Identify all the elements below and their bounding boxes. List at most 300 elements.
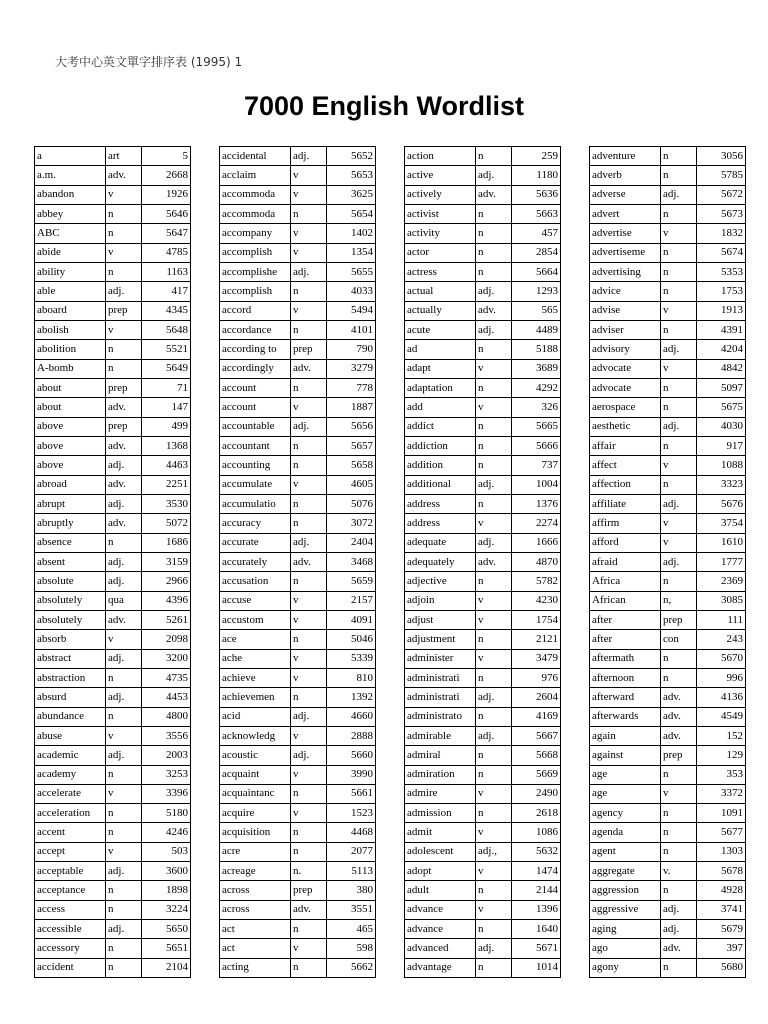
pos-cell: n [661, 378, 697, 397]
pos-cell: v [476, 649, 512, 668]
word-cell: acoustic [220, 746, 291, 765]
word-cell: age [590, 784, 661, 803]
rank-cell: 2077 [327, 842, 376, 861]
pos-cell: adj. [661, 552, 697, 571]
rank-cell: 417 [142, 282, 191, 301]
table-row [220, 436, 376, 455]
word-cell: adjoin [405, 591, 476, 610]
word-cell: adequate [405, 533, 476, 552]
word-cell: ability [35, 262, 106, 281]
rank-cell: 4870 [512, 552, 561, 571]
table-row [590, 765, 746, 784]
word-cell: advertiseme [590, 243, 661, 262]
pos-cell: adj. [661, 920, 697, 939]
table-row [35, 920, 191, 939]
pos-cell: v [106, 784, 142, 803]
table-row [220, 765, 376, 784]
pos-cell: adj. [106, 456, 142, 475]
rank-cell: 5662 [327, 958, 376, 977]
table-row [590, 514, 746, 533]
rank-cell: 1926 [142, 185, 191, 204]
pos-cell: v [476, 398, 512, 417]
word-cell: acting [220, 958, 291, 977]
rank-cell: 4453 [142, 688, 191, 707]
pos-cell: n [291, 494, 327, 513]
word-cell: accent [35, 823, 106, 842]
table-row [35, 862, 191, 881]
word-cell: ace [220, 630, 291, 649]
rank-cell: 5647 [142, 224, 191, 243]
table-row [35, 204, 191, 223]
word-cell: absolutely [35, 610, 106, 629]
pos-cell: v [291, 398, 327, 417]
table-row [35, 804, 191, 823]
rank-cell: 1004 [512, 475, 561, 494]
table-row [35, 552, 191, 571]
table-row [405, 610, 561, 629]
pos-cell: v [661, 456, 697, 475]
table-row [220, 475, 376, 494]
table-row [405, 456, 561, 475]
rank-cell: 3689 [512, 359, 561, 378]
rank-cell: 598 [327, 939, 376, 958]
pos-cell: adj. [291, 262, 327, 281]
word-cell: admire [405, 784, 476, 803]
pos-cell: n [661, 243, 697, 262]
word-cell: accomplishe [220, 262, 291, 281]
table-row [405, 262, 561, 281]
pos-cell: v [476, 862, 512, 881]
pos-cell: adj. [106, 688, 142, 707]
word-cell: afford [590, 533, 661, 552]
word-cell: a [35, 147, 106, 166]
word-cell: accept [35, 842, 106, 861]
word-cell: agony [590, 958, 661, 977]
table-row [35, 436, 191, 455]
rank-cell: 4842 [697, 359, 746, 378]
pos-cell: n [106, 707, 142, 726]
rank-cell: 996 [697, 668, 746, 687]
word-cell: acquaint [220, 765, 291, 784]
rank-cell: 3625 [327, 185, 376, 204]
word-cell: activist [405, 204, 476, 223]
word-cell: academic [35, 746, 106, 765]
word-cell: administrati [405, 668, 476, 687]
rank-cell: 5097 [697, 378, 746, 397]
table-row [590, 862, 746, 881]
rank-cell: 5 [142, 147, 191, 166]
pos-cell: n [291, 842, 327, 861]
word-cell: adequately [405, 552, 476, 571]
word-cell: accordingly [220, 359, 291, 378]
rank-cell: 111 [697, 610, 746, 629]
table-row [405, 243, 561, 262]
pos-cell: n [106, 939, 142, 958]
table-row [590, 572, 746, 591]
table-row [220, 147, 376, 166]
rank-cell: 4549 [697, 707, 746, 726]
rank-cell: 5664 [512, 262, 561, 281]
pos-cell: n [661, 320, 697, 339]
table-row [590, 185, 746, 204]
word-cell: aerospace [590, 398, 661, 417]
pos-cell: adv. [476, 185, 512, 204]
rank-cell: 5669 [512, 765, 561, 784]
rank-cell: 4800 [142, 707, 191, 726]
rank-cell: 3468 [327, 552, 376, 571]
table-row [590, 204, 746, 223]
rank-cell: 1086 [512, 823, 561, 842]
rank-cell: 380 [327, 881, 376, 900]
rank-cell: 1088 [697, 456, 746, 475]
word-cell: account [220, 398, 291, 417]
table-row [220, 378, 376, 397]
pos-cell: n [476, 224, 512, 243]
word-cell: absence [35, 533, 106, 552]
pos-cell: n [291, 630, 327, 649]
rank-cell: 2121 [512, 630, 561, 649]
rank-cell: 2157 [327, 591, 376, 610]
table-row [405, 398, 561, 417]
word-cell: agent [590, 842, 661, 861]
pos-cell: n [291, 514, 327, 533]
table-row [220, 243, 376, 262]
pos-cell: v [476, 823, 512, 842]
word-cell: accountant [220, 436, 291, 455]
table-row [220, 552, 376, 571]
pos-cell: n [106, 881, 142, 900]
word-cell: accusation [220, 572, 291, 591]
pos-cell: adj. [476, 475, 512, 494]
rank-cell: 1640 [512, 920, 561, 939]
pos-cell: n [106, 958, 142, 977]
pos-cell: n [661, 282, 697, 301]
pos-cell: n [476, 630, 512, 649]
rank-cell: 4230 [512, 591, 561, 610]
table-row [35, 514, 191, 533]
table-row [220, 166, 376, 185]
rank-cell: 1392 [327, 688, 376, 707]
rank-cell: 5785 [697, 166, 746, 185]
table-row [590, 707, 746, 726]
pos-cell: adv. [291, 900, 327, 919]
word-cell: abroad [35, 475, 106, 494]
word-cell: affect [590, 456, 661, 475]
rank-cell: 3556 [142, 726, 191, 745]
pos-cell: adj. [661, 185, 697, 204]
word-cell: aftermath [590, 649, 661, 668]
word-cell: admiration [405, 765, 476, 784]
word-cell: advice [590, 282, 661, 301]
pos-cell: v [291, 939, 327, 958]
rank-cell: 5657 [327, 436, 376, 455]
pos-cell: n [476, 958, 512, 977]
pos-cell: adj. [476, 166, 512, 185]
pos-cell: v [476, 610, 512, 629]
table-row [220, 920, 376, 939]
word-cell: accomplish [220, 243, 291, 262]
rank-cell: 2618 [512, 804, 561, 823]
word-cell: administer [405, 649, 476, 668]
table-row [590, 688, 746, 707]
pos-cell: v [106, 320, 142, 339]
pos-cell: adv. [106, 436, 142, 455]
table-row [35, 456, 191, 475]
table-row [35, 320, 191, 339]
rank-cell: 465 [327, 920, 376, 939]
word-cell: adverse [590, 185, 661, 204]
pos-cell: n [661, 804, 697, 823]
word-cell: after [590, 610, 661, 629]
word-cell: adaptation [405, 378, 476, 397]
table-row [405, 359, 561, 378]
rank-cell: 4101 [327, 320, 376, 339]
table-row [35, 823, 191, 842]
rank-cell: 5651 [142, 939, 191, 958]
word-cell: academy [35, 765, 106, 784]
table-row [405, 920, 561, 939]
rank-cell: 5076 [327, 494, 376, 513]
pos-cell: n [661, 572, 697, 591]
word-cell: act [220, 939, 291, 958]
pos-cell: adv. [476, 552, 512, 571]
pos-cell: n [106, 900, 142, 919]
word-cell: admirable [405, 726, 476, 745]
rank-cell: 5680 [697, 958, 746, 977]
pos-cell: v [661, 224, 697, 243]
word-cell: achievemen [220, 688, 291, 707]
pos-cell: n [106, 262, 142, 281]
word-cell: addict [405, 417, 476, 436]
pos-cell: v [476, 514, 512, 533]
word-cell: advance [405, 900, 476, 919]
table-row [405, 552, 561, 571]
pos-cell: v [291, 301, 327, 320]
rank-cell: 3224 [142, 900, 191, 919]
pos-cell: adv. [661, 726, 697, 745]
table-row [405, 862, 561, 881]
rank-cell: 5650 [142, 920, 191, 939]
word-cell: abandon [35, 185, 106, 204]
table-row [35, 842, 191, 861]
table-row [220, 301, 376, 320]
rank-cell: 326 [512, 398, 561, 417]
pos-cell: v [291, 726, 327, 745]
pos-cell: n [661, 262, 697, 281]
word-cell: aggregate [590, 862, 661, 881]
rank-cell: 3056 [697, 147, 746, 166]
table-row [590, 378, 746, 397]
rank-cell: 2144 [512, 881, 561, 900]
table-row [590, 804, 746, 823]
pos-cell: v [106, 726, 142, 745]
word-cell: accordance [220, 320, 291, 339]
rank-cell: 5656 [327, 417, 376, 436]
pos-cell: n [476, 746, 512, 765]
word-cell: accessory [35, 939, 106, 958]
word-cell: afterwards [590, 707, 661, 726]
rank-cell: 790 [327, 340, 376, 359]
pos-cell: v [106, 630, 142, 649]
table-row [590, 224, 746, 243]
rank-cell: 2668 [142, 166, 191, 185]
word-cell: abbey [35, 204, 106, 223]
pos-cell: n [106, 533, 142, 552]
table-row [405, 204, 561, 223]
word-cell: advanced [405, 939, 476, 958]
word-cell: ad [405, 340, 476, 359]
table-row [35, 630, 191, 649]
word-cell: acreage [220, 862, 291, 881]
word-cell: affirm [590, 514, 661, 533]
word-cell: administrato [405, 707, 476, 726]
rank-cell: 5667 [512, 726, 561, 745]
table-row [405, 436, 561, 455]
rank-cell: 5653 [327, 166, 376, 185]
word-cell: agenda [590, 823, 661, 842]
word-cell: adopt [405, 862, 476, 881]
pos-cell: adj. [476, 320, 512, 339]
word-cell: ago [590, 939, 661, 958]
pos-cell: adj. [661, 417, 697, 436]
rank-cell: 5188 [512, 340, 561, 359]
rank-cell: 3253 [142, 765, 191, 784]
table-row [220, 185, 376, 204]
table-row [405, 900, 561, 919]
table-row [405, 765, 561, 784]
word-cell: accompany [220, 224, 291, 243]
pos-cell: adv. [661, 939, 697, 958]
rank-cell: 737 [512, 456, 561, 475]
pos-cell: qua [106, 591, 142, 610]
table-row [220, 224, 376, 243]
table-row [590, 398, 746, 417]
rank-cell: 2369 [697, 572, 746, 591]
rank-cell: 5670 [697, 649, 746, 668]
rank-cell: 3551 [327, 900, 376, 919]
rank-cell: 5646 [142, 204, 191, 223]
rank-cell: 5632 [512, 842, 561, 861]
rank-cell: 147 [142, 398, 191, 417]
pos-cell: adj. [106, 552, 142, 571]
pos-cell: v [476, 900, 512, 919]
word-cell: advocate [590, 378, 661, 397]
table-row [590, 147, 746, 166]
pos-cell: n [476, 494, 512, 513]
table-row [405, 533, 561, 552]
word-cell: adjustment [405, 630, 476, 649]
pos-cell: n [661, 398, 697, 417]
rank-cell: 1402 [327, 224, 376, 243]
rank-cell: 1777 [697, 552, 746, 571]
pos-cell: v [291, 804, 327, 823]
pos-cell: prep [661, 610, 697, 629]
rank-cell: 3396 [142, 784, 191, 803]
rank-cell: 5339 [327, 649, 376, 668]
word-cell: address [405, 514, 476, 533]
word-cell: abundance [35, 707, 106, 726]
table-row [590, 552, 746, 571]
rank-cell: 3990 [327, 765, 376, 784]
rank-cell: 1832 [697, 224, 746, 243]
table-row [220, 572, 376, 591]
word-cell: accessible [35, 920, 106, 939]
word-cell: additional [405, 475, 476, 494]
rank-cell: 71 [142, 378, 191, 397]
word-cell: accidental [220, 147, 291, 166]
pos-cell: n [476, 572, 512, 591]
table-row [405, 726, 561, 745]
table-row [35, 378, 191, 397]
pos-cell: v [476, 359, 512, 378]
pos-cell: adj. [661, 494, 697, 513]
rank-cell: 4169 [512, 707, 561, 726]
table-row [405, 147, 561, 166]
table-row [35, 572, 191, 591]
rank-cell: 5676 [697, 494, 746, 513]
rank-cell: 2404 [327, 533, 376, 552]
word-cell: agency [590, 804, 661, 823]
table-row [405, 784, 561, 803]
pos-cell: adj. [291, 533, 327, 552]
table-row [220, 649, 376, 668]
table-row [35, 359, 191, 378]
rank-cell: 1753 [697, 282, 746, 301]
table-row [590, 494, 746, 513]
rank-cell: 5649 [142, 359, 191, 378]
word-cell: advertising [590, 262, 661, 281]
pos-cell: adj. [291, 417, 327, 436]
pos-cell: v [291, 610, 327, 629]
word-cell: accommoda [220, 185, 291, 204]
pos-cell: adv. [661, 688, 697, 707]
word-cell: accurate [220, 533, 291, 552]
word-cell: accelerate [35, 784, 106, 803]
rank-cell: 1091 [697, 804, 746, 823]
word-cell: aging [590, 920, 661, 939]
table-row [220, 688, 376, 707]
pos-cell: adj. [106, 746, 142, 765]
word-cell: abolish [35, 320, 106, 339]
pos-cell: adv. [476, 301, 512, 320]
word-cell: above [35, 456, 106, 475]
rank-cell: 4660 [327, 707, 376, 726]
pos-cell: n [291, 920, 327, 939]
pos-cell: adj. [476, 533, 512, 552]
word-cell: addiction [405, 436, 476, 455]
rank-cell: 4605 [327, 475, 376, 494]
rank-cell: 5663 [512, 204, 561, 223]
word-cell: adjust [405, 610, 476, 629]
pos-cell: adv. [106, 610, 142, 629]
table-row [590, 649, 746, 668]
rank-cell: 4030 [697, 417, 746, 436]
pos-cell: n [661, 881, 697, 900]
table-row [35, 475, 191, 494]
rank-cell: 1180 [512, 166, 561, 185]
pos-cell: n [291, 572, 327, 591]
word-cell: adverb [590, 166, 661, 185]
pos-cell: n [291, 784, 327, 803]
word-cell: afraid [590, 552, 661, 571]
word-cell: absent [35, 552, 106, 571]
table-row [220, 900, 376, 919]
table-row [220, 958, 376, 977]
table-row [35, 591, 191, 610]
word-cell: abstract [35, 649, 106, 668]
rank-cell: 5353 [697, 262, 746, 281]
pos-cell: v [291, 668, 327, 687]
